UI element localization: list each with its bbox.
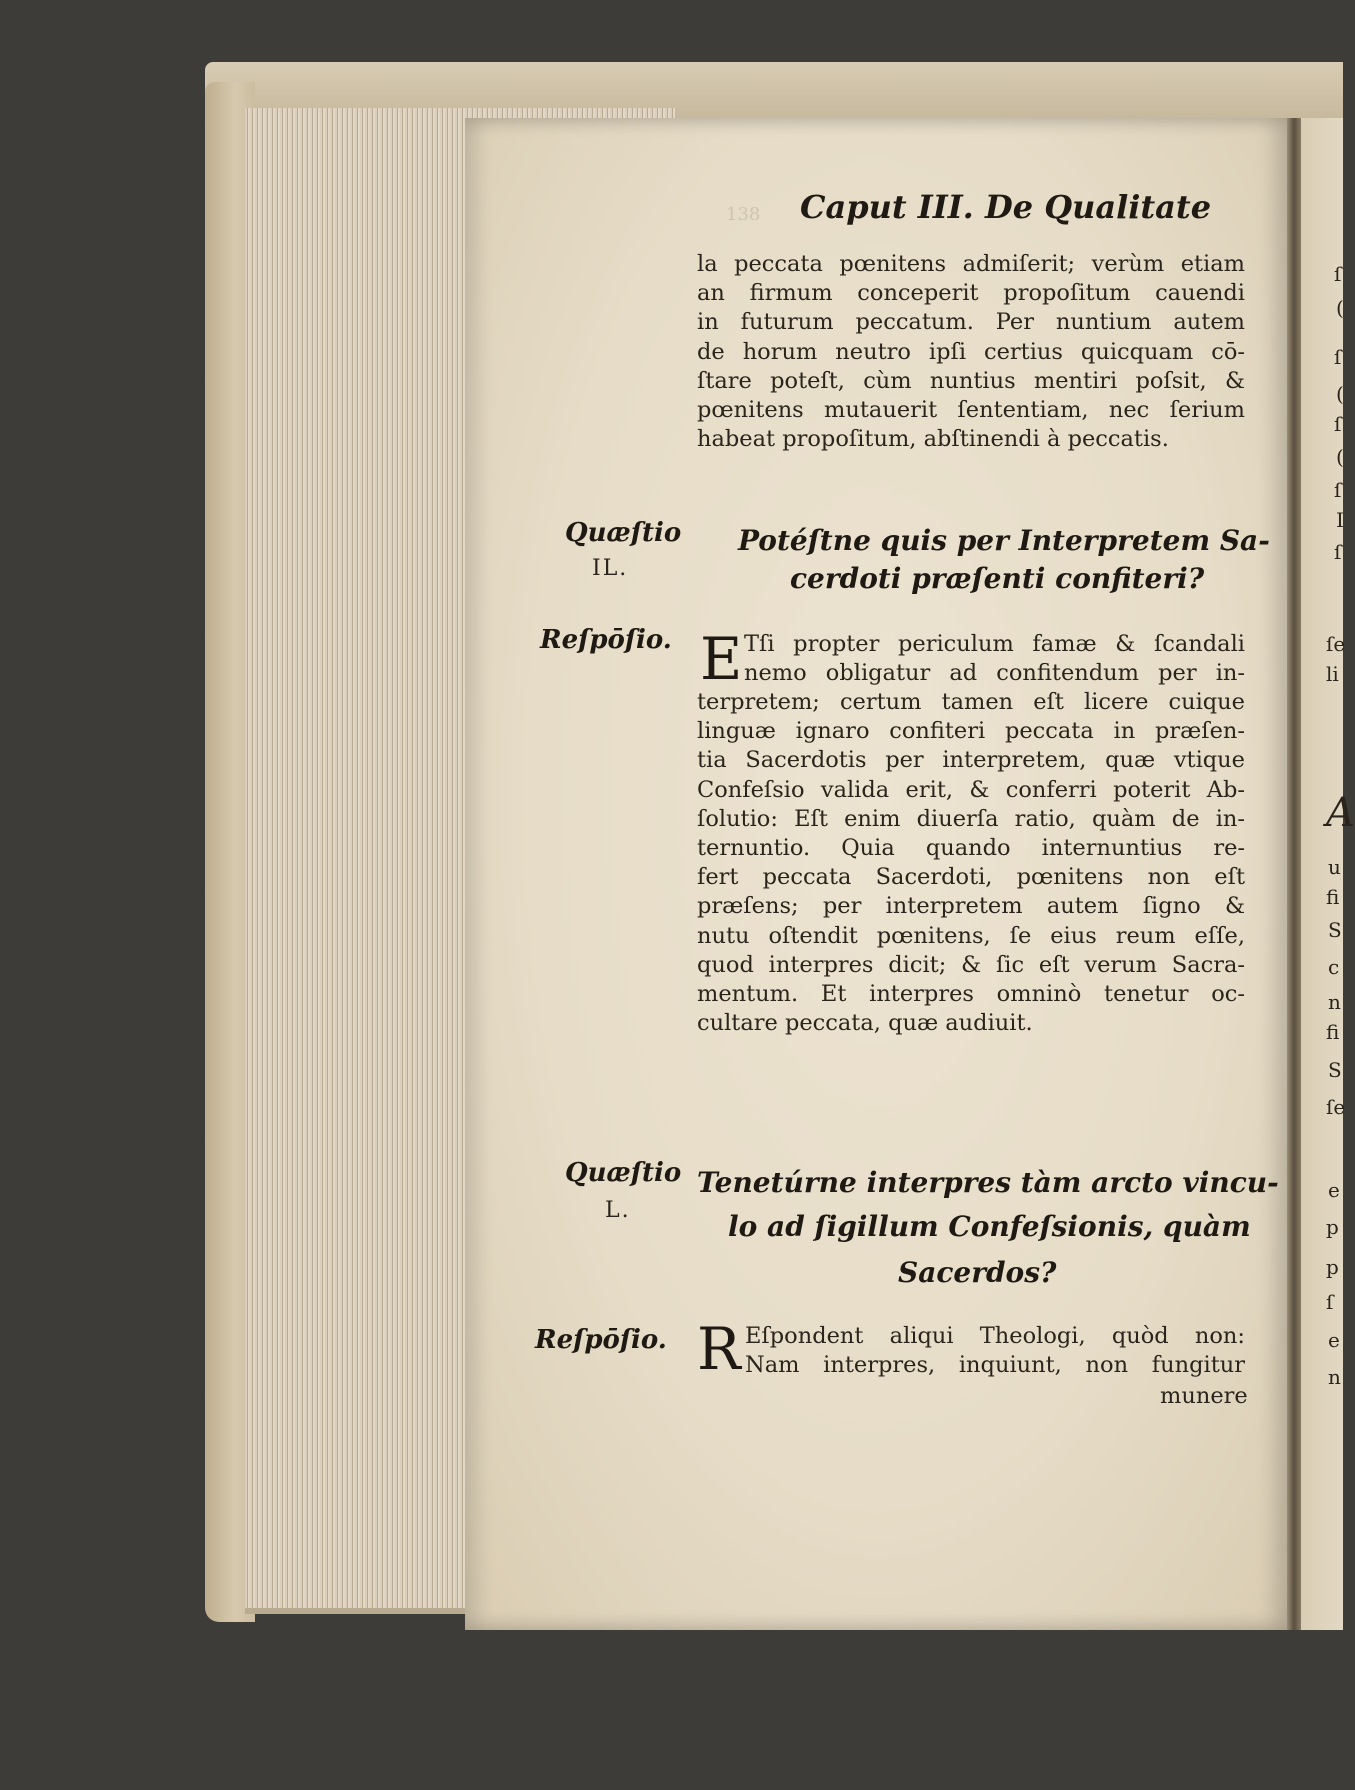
facing-page-fragment: ( [1336, 296, 1344, 320]
text-line: ſtare poteſt, cùm nuntius mentiri poſsit, & [697, 367, 1245, 394]
question-number: L. [605, 1198, 631, 1223]
text-line: præſens; per interpretem autem ſigno & [697, 893, 1245, 920]
catchword: munere [1160, 1383, 1248, 1409]
text-line: fert peccata Sacerdoti, pœnitens non eſt [697, 864, 1245, 891]
text-line: Tſi propter periculum famæ & ſcandali [744, 631, 1245, 657]
response-paragraph-indented [745, 1322, 1245, 1380]
facing-page-fragment: e [1328, 1328, 1340, 1352]
text-line: habeat propoſitum, abſtinendi à peccatis. [697, 426, 1169, 453]
facing-page-fragment: fi [1326, 885, 1340, 909]
text-line: cultare peccata, quæ audiuit. [697, 1010, 1033, 1037]
text-line: an firmum conceperit propoſitum cauendi [697, 280, 1245, 307]
text-line: ſolutio: Eſt enim diuerſa ratio, quàm de in- [697, 805, 1245, 832]
book-gutter [1287, 118, 1301, 1630]
facing-page-fragment: e [1328, 1178, 1340, 1202]
opening-paragraph [697, 250, 1245, 454]
question-heading-line: Tenetúrne interpres tàm arcto vincu- [697, 1166, 1279, 1199]
text-line: nemo obligatur ad confitendum per in- [744, 660, 1245, 687]
question-heading-line: Sacerdos? [898, 1256, 1057, 1289]
text-line: tia Sacerdotis per interpretem, quæ vtique [697, 747, 1245, 774]
page-number: 138 [726, 204, 761, 225]
text-line: linguæ ignaro confiteri peccata in præſen- [697, 718, 1245, 745]
facing-page-fragment: fi [1326, 1020, 1340, 1044]
response-paragraph-indented [744, 630, 1245, 688]
facing-page-fragment: I [1336, 508, 1344, 532]
text-line: ternuntio. Quia quando internuntius re- [697, 834, 1245, 861]
facing-page-fragment: ( [1336, 445, 1344, 469]
text-line: Confeſsio valida erit, & conferri poterit Ab- [697, 776, 1245, 803]
facing-page-fragment: ( [1336, 382, 1344, 406]
facing-page-fragment: ſ [1334, 412, 1342, 436]
facing-page-fragment: ſ [1326, 1290, 1334, 1314]
facing-page-fragment: ſ [1334, 262, 1342, 286]
facing-page-fragment: S [1328, 918, 1342, 942]
running-header: Caput III. De Qualitate [800, 188, 1212, 226]
facing-page-fragment: ſ [1334, 478, 1342, 502]
facing-page-fragment: n [1328, 990, 1341, 1014]
text-line: de horum neutro ipſi certius quicquam cō- [697, 338, 1245, 365]
facing-page-fragment: S [1328, 1058, 1342, 1082]
text-line: quod interpres dicit; & ſic eſt verum Sacra- [697, 951, 1245, 978]
text-line: mentum. Et interpres omninò tenetur oc- [697, 980, 1245, 1007]
facing-page-fragment: u [1328, 855, 1341, 879]
drop-cap: E [700, 625, 743, 693]
question-heading-line: cerdoti præſenti confiteri? [790, 562, 1205, 595]
response-label: Reſpōſio. [540, 625, 672, 655]
drop-cap: R [697, 1315, 741, 1383]
facing-page-fragment: n [1328, 1365, 1341, 1389]
question-number: IL. [592, 556, 629, 581]
text-line: in futurum peccatum. Per nuntium autem [697, 309, 1245, 336]
facing-page-fragment: li [1326, 662, 1339, 686]
text-line: Eſpondent aliqui Theologi, quòd non: [745, 1323, 1245, 1349]
question-label: Quæſtio [565, 518, 682, 548]
text-line: la peccata pœnitens admiſerit; verùm etiam [697, 251, 1245, 277]
response-label: Reſpōſio. [535, 1325, 667, 1355]
question-heading-line: Potéſtne quis per Interpretem Sa- [738, 524, 1270, 557]
facing-page-fragment: p [1326, 1255, 1339, 1279]
facing-page-fragment: c [1328, 955, 1340, 979]
facing-page-fragment: ſ [1334, 540, 1342, 564]
response-paragraph [697, 688, 1245, 1038]
facing-page-fragment: A [1326, 790, 1355, 836]
text-line: pœnitens mutauerit ſententiam, nec ſerium [697, 396, 1245, 423]
facing-page-fragment: ſe [1326, 632, 1346, 656]
text-line: terpretem; certum tamen eſt licere cuique [697, 689, 1245, 715]
facing-page-fragment: ſ [1334, 345, 1342, 369]
question-heading-line: lo ad ſigillum Confeſsionis, quàm [728, 1210, 1251, 1243]
text-line: nutu oſtendit pœnitens, ſe eius reum eſſe, [697, 922, 1245, 949]
facing-page-fragment: ſe [1326, 1095, 1346, 1119]
text-line: Nam interpres, inquiunt, non fungitur [745, 1352, 1245, 1379]
question-label: Quæſtio [565, 1158, 682, 1188]
facing-page-fragment: p [1326, 1215, 1339, 1239]
